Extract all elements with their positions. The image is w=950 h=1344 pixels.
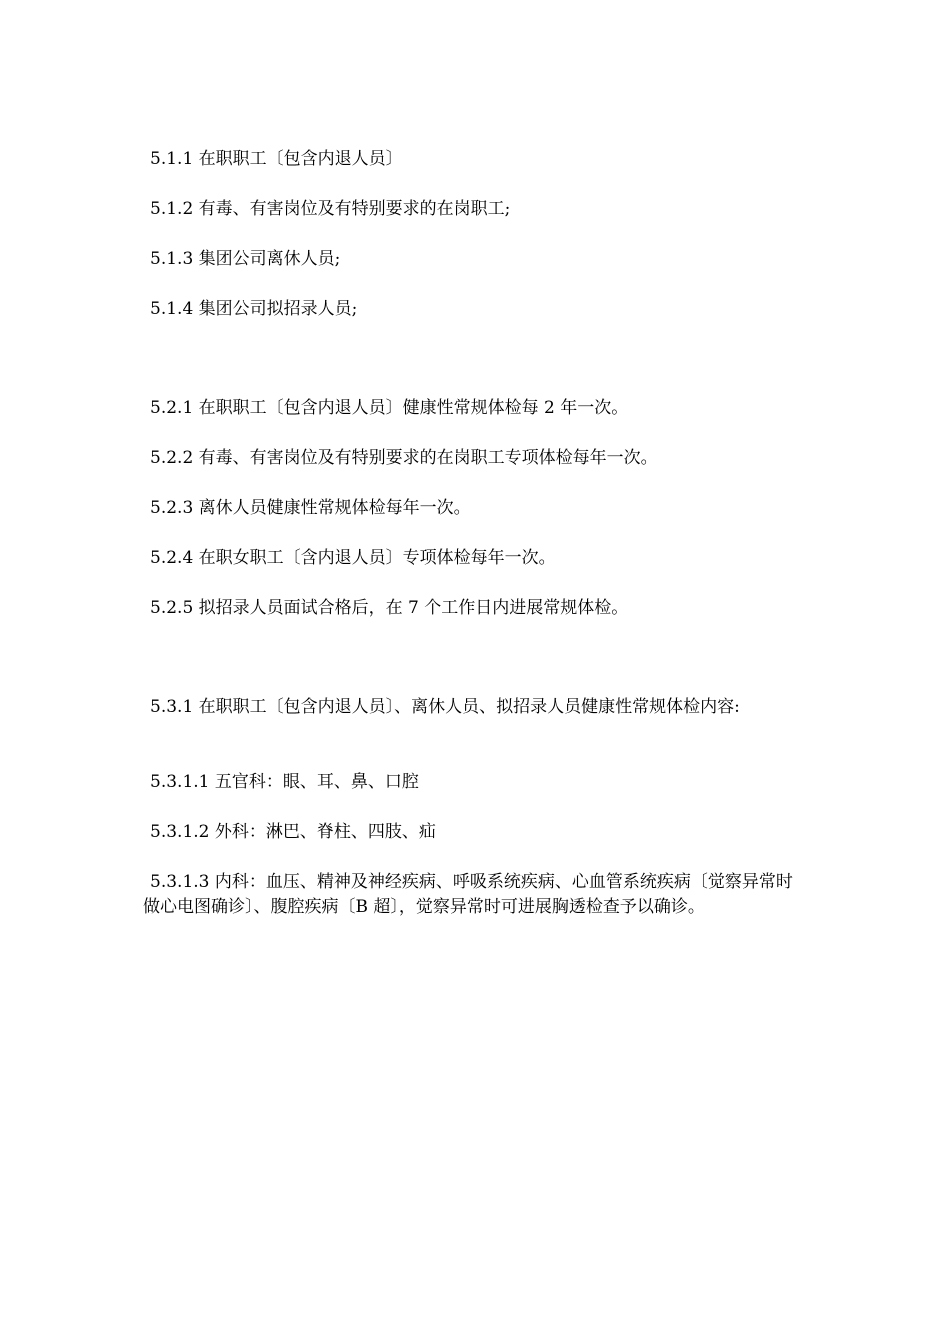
paragraph-5-1-3: 5.1.3 集团公司离休人员; bbox=[150, 249, 341, 269]
paragraph-5-1-1: 5.1.1 在职职工〔包含内退人员〕 bbox=[150, 149, 403, 169]
paragraph-5-3-1-3: 5.3.1.3 内科：血压、精神及神经疾病、呼吸系统疾病、心血管系统疾病〔觉察异常时做心电图确诊〕、腹腔疾病〔B 超〕，觉察异常时可进展胸透检查予以确诊。 bbox=[143, 872, 793, 917]
paragraph-5-2-3: 5.2.3 离休人员健康性常规体检每年一次。 bbox=[150, 498, 471, 518]
paragraph-5-2-1: 5.2.1 在职职工〔包含内退人员〕健康性常规体检每 2 年一次。 bbox=[150, 398, 629, 418]
paragraph-5-1-2: 5.1.2 有毒、有害岗位及有特别要求的在岗职工; bbox=[150, 199, 511, 219]
paragraph-5-1-4: 5.1.4 集团公司拟招录人员; bbox=[150, 299, 358, 319]
paragraph-5-3-1-2: 5.3.1.2 外科：淋巴、脊柱、四肢、疝 bbox=[150, 822, 436, 842]
paragraph-5-3-1-1: 5.3.1.1 五官科：眼、耳、鼻、口腔 bbox=[150, 772, 419, 792]
paragraph-5-3-1: 5.3.1 在职职工〔包含内退人员〕、离休人员、拟招录人员健康性常规体检内容: bbox=[150, 697, 740, 717]
paragraph-5-2-2: 5.2.2 有毒、有害岗位及有特别要求的在岗职工专项体检每年一次。 bbox=[150, 448, 658, 468]
paragraph-5-2-5: 5.2.5 拟招录人员面试合格后，在 7 个工作日内进展常规体检。 bbox=[150, 598, 629, 618]
paragraph-5-2-4: 5.2.4 在职女职工〔含内退人员〕专项体检每年一次。 bbox=[150, 548, 556, 568]
